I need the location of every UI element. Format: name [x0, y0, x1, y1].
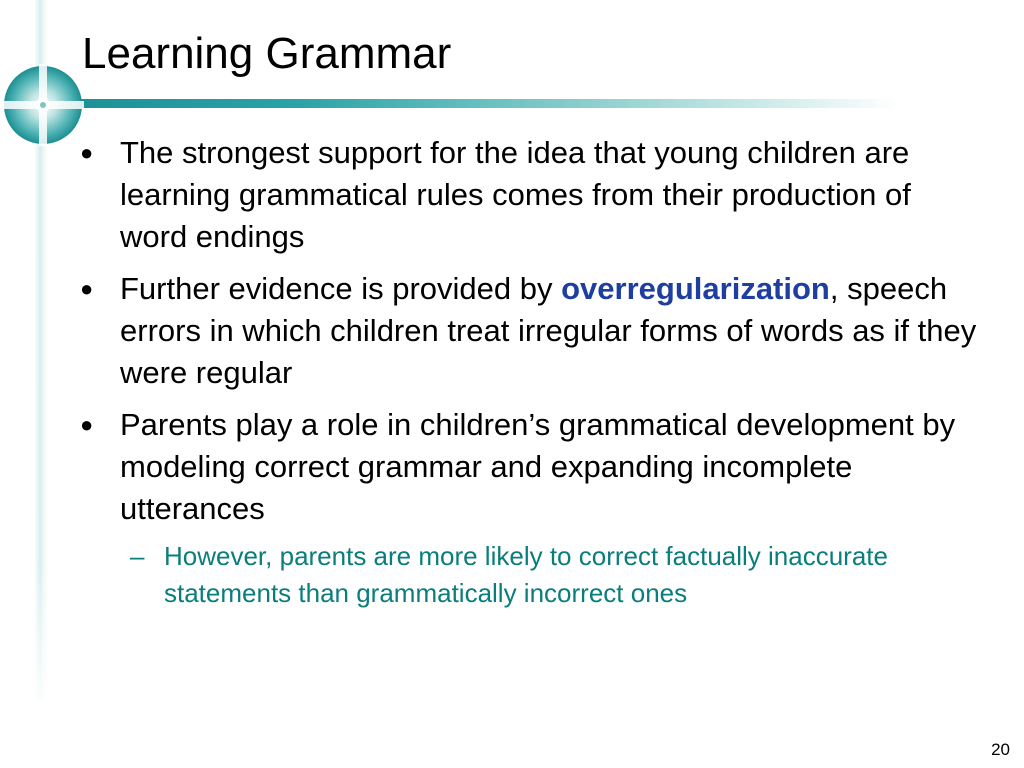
slide-title: Learning Grammar: [82, 29, 452, 78]
sub-bullet-dash-icon: –: [130, 541, 145, 571]
vertical-bar-fade: [34, 560, 48, 720]
bullet-dot-icon: ●: [80, 412, 94, 437]
keyword-overregularization: overregularization: [561, 271, 830, 306]
bullet-text: The strongest support for the idea that young children are learning grammatical rules comes from their production of word endings: [120, 135, 911, 254]
sub-bullet-text: However, parents are more likely to correct factually inaccurate statements than grammatically incorrect ones: [164, 541, 888, 608]
bullet-list: [80, 132, 980, 612]
bullet-dot-icon: ●: [80, 276, 94, 301]
bullet-text-after: , speech errors in which children treat irregular forms of words as if they were regular: [120, 271, 977, 390]
bullet-item: [80, 132, 980, 258]
bullet-dot-icon: ●: [80, 140, 94, 165]
page-number: 20: [991, 740, 1010, 759]
bullet-item: [80, 404, 980, 530]
circle-ornament-icon: [2, 64, 84, 146]
title-underline-bar: [40, 99, 900, 108]
sub-bullet-item: [80, 538, 980, 612]
bullet-text-before: Further evidence is provided by: [120, 271, 562, 306]
bullet-item: [80, 268, 980, 394]
bullet-text: Parents play a role in children’s grammatical development by modeling correct grammar and expanding incomplete utterances: [120, 407, 956, 526]
